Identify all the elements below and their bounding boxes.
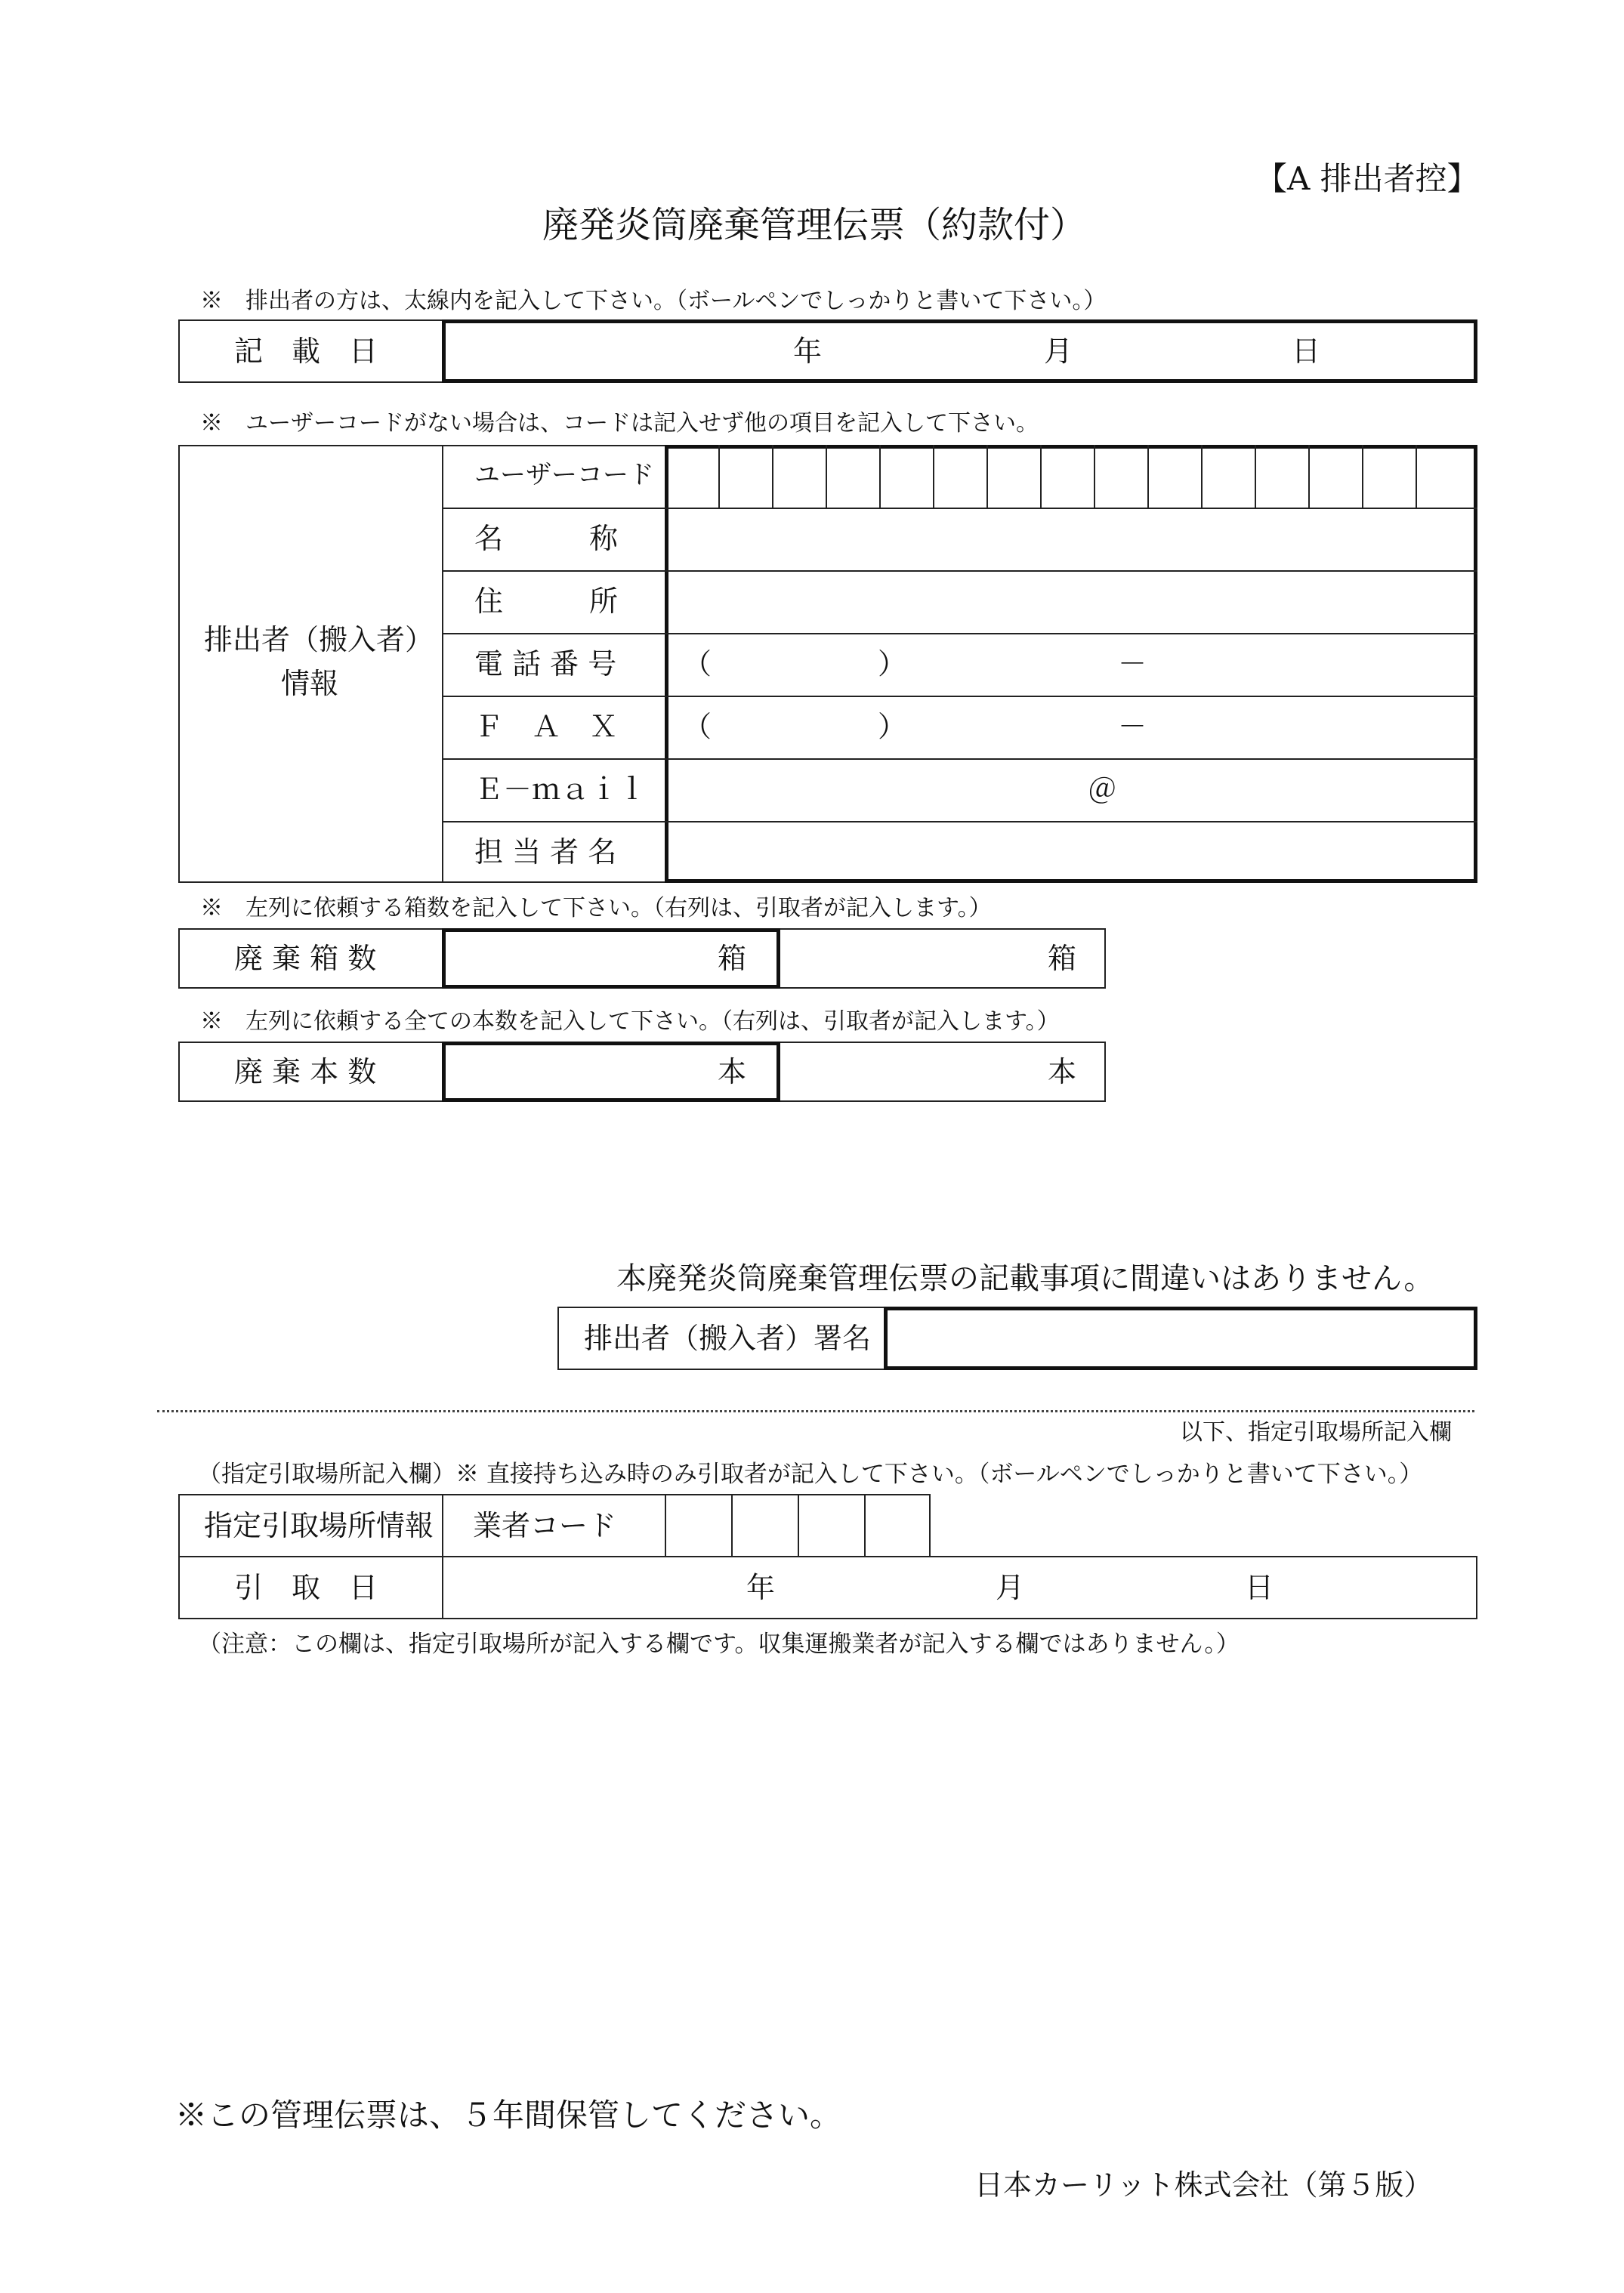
boxes-unit-left: 箱	[718, 942, 747, 975]
pickup-date-label: 引 取 日	[234, 1571, 378, 1604]
pickup-note: （指定引取場所記入欄）※ 直接持ち込み時のみ引取者が記入して下さい。（ボールペンでしっかりと書いて下さい。）	[198, 1461, 1423, 1488]
note-fill-thick-area: ※ 排出者の方は、太線内を記入して下さい。（ボールペンでしっかりと書いて下さい。）	[200, 288, 1107, 314]
phone-close-paren: ）	[878, 647, 907, 680]
signature-input[interactable]	[884, 1307, 1477, 1370]
entry-date-month: 月	[1044, 335, 1073, 368]
page-title: 廃発炎筒廃棄管理伝票（約款付）	[542, 204, 1087, 246]
cut-line	[157, 1410, 1474, 1412]
pickup-date-year: 年	[746, 1571, 776, 1604]
note-boxes: ※ 左列に依頼する箱数を記入して下さい。（右列は、引取者が記入します。）	[200, 895, 992, 921]
phone-label: 電 話 番 号	[474, 647, 617, 680]
fax-open-paren: （	[683, 710, 712, 743]
pickup-info-label: 指定引取場所情報	[204, 1509, 434, 1542]
below-section-label: 以下、指定引取場所記入欄	[1180, 1419, 1452, 1446]
address-label: 住 所	[474, 585, 619, 618]
retention-note: ※この管理伝票は、５年間保管してください。	[175, 2097, 842, 2134]
email-at-sign: ＠	[1088, 773, 1117, 806]
caution-note: （注意：この欄は、指定引取場所が記入する欄です。収集運搬業者が記入する欄ではありません。）	[198, 1631, 1240, 1658]
note-user-code: ※ ユーザーコードがない場合は、コードは記入せず他の項目を記入して下さい。	[200, 410, 1039, 437]
signature-label: 排出者（搬入者）署名	[584, 1322, 872, 1355]
boxes-label: 廃 棄 箱 数	[234, 942, 377, 975]
address-input[interactable]	[665, 570, 1477, 633]
email-input[interactable]	[665, 758, 1477, 821]
vendor-code-label: 業者コード	[473, 1509, 617, 1542]
user-code-input[interactable]	[665, 445, 1477, 508]
note-count: ※ 左列に依頼する全ての本数を記入して下さい。（右列は、引取者が記入します。）	[200, 1008, 1060, 1035]
user-code-label: ユーザーコード	[474, 460, 654, 490]
name-input[interactable]	[665, 508, 1477, 570]
company-name: 日本カーリット株式会社（第５版）	[974, 2168, 1433, 2202]
vendor-code-input[interactable]	[665, 1494, 931, 1557]
fax-label: Ｆ Ａ Ｘ	[474, 710, 619, 743]
fax-close-paren: ）	[878, 710, 907, 743]
count-unit-left: 本	[718, 1055, 747, 1088]
fax-input[interactable]	[665, 696, 1477, 758]
fax-dash: －	[1118, 710, 1147, 743]
name-label: 名 称	[474, 522, 619, 555]
phone-input[interactable]	[665, 633, 1477, 696]
person-input[interactable]	[665, 821, 1477, 883]
count-unit-right: 本	[1048, 1055, 1077, 1088]
pickup-date-day: 日	[1245, 1571, 1274, 1604]
entry-date-label: 記 載 日	[234, 335, 378, 368]
person-label: 担 当 者 名	[474, 835, 617, 869]
pickup-date-input[interactable]	[442, 1556, 1477, 1619]
entry-date-day: 日	[1292, 335, 1321, 368]
copy-label: 【A 排出者控】	[1255, 160, 1479, 197]
confirm-statement: 本廃発炎筒廃棄管理伝票の記載事項に間違いはありません。	[616, 1261, 1434, 1296]
discharger-section-label-2: 情報	[281, 667, 339, 700]
boxes-unit-right: 箱	[1048, 942, 1077, 975]
entry-date-year: 年	[793, 335, 823, 368]
discharger-section-label: 排出者（搬入者）	[204, 623, 434, 656]
count-label: 廃 棄 本 数	[234, 1055, 377, 1088]
email-label: Ｅ－ｍａｉｌ	[474, 773, 647, 806]
phone-dash: －	[1118, 647, 1147, 680]
pickup-date-month: 月	[996, 1571, 1025, 1604]
entry-date-field[interactable]	[442, 319, 1477, 383]
phone-open-paren: （	[683, 647, 712, 680]
